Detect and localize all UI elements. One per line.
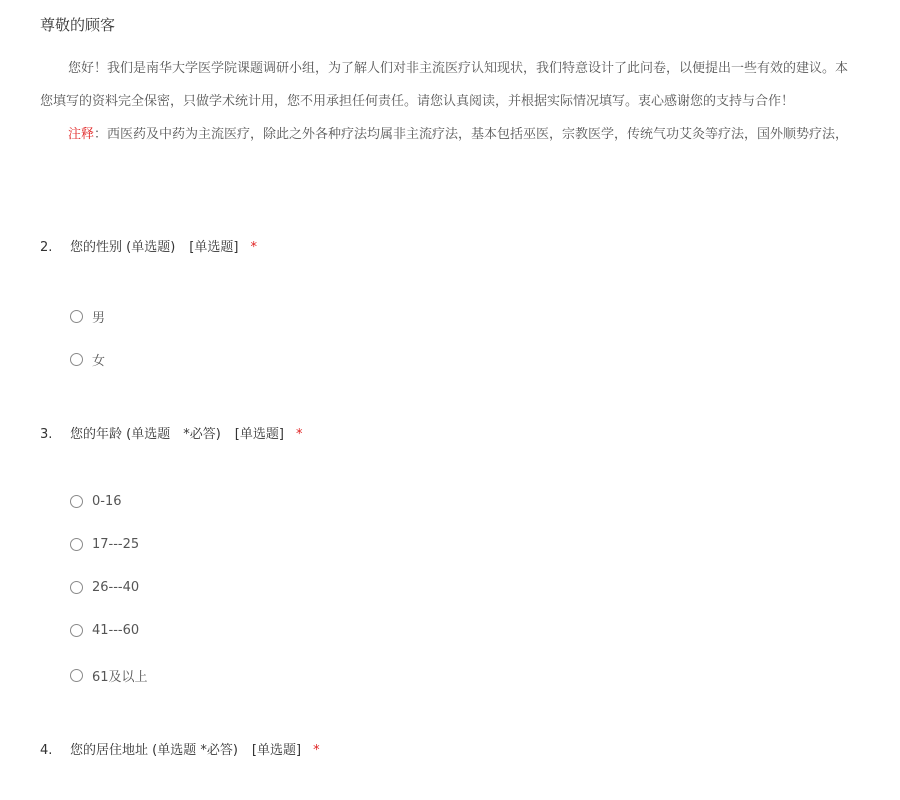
option-label: 女	[92, 354, 106, 369]
option-label: 0-16	[92, 494, 122, 509]
question-number: 4.	[40, 743, 53, 758]
radio-button[interactable]	[70, 581, 83, 594]
option-label: 男	[92, 311, 106, 326]
radio-button[interactable]	[70, 669, 83, 682]
radio-button[interactable]	[70, 538, 83, 551]
question-number: 2.	[40, 240, 53, 255]
note-label: 注释	[68, 127, 95, 142]
radio-option-age-41-60[interactable]	[70, 623, 139, 638]
question-type-tag: [单选题]	[189, 240, 239, 255]
question-title: 您的年龄 (单选题 *必答)	[70, 427, 221, 442]
question-age	[40, 423, 302, 442]
note-text: ：西医药及中药为主流医疗，除此之外各种疗法均属非主流疗法，基本包括巫医，宗教医学，传统气功艾灸等疗法，国外顺势疗法，	[94, 127, 849, 142]
radio-option-age-17-25[interactable]	[70, 537, 139, 552]
option-label: 26---40	[92, 580, 140, 595]
required-mark: *	[295, 427, 303, 442]
radio-button[interactable]	[70, 353, 83, 366]
question-number: 3.	[40, 427, 53, 442]
radio-option-male[interactable]	[70, 307, 105, 326]
radio-option-female[interactable]	[70, 350, 105, 369]
question-title: 您的性别 (单选题)	[70, 240, 176, 255]
option-label: 61及以上	[92, 670, 148, 685]
intro-paragraph-line-1: 您好！我们是南华大学医学院课题调研小组，为了解人们对非主流医疗认知现状，我们特意设计了此问卷，以便提出一些有效的建议。本	[68, 61, 849, 76]
question-address	[40, 739, 320, 758]
question-gender	[40, 236, 257, 255]
radio-button[interactable]	[70, 624, 83, 637]
intro-paragraph-line-2: 您填写的资料完全保密，只做学术统计用，您不用承担任何责任。请您认真阅读，并根据实际情况填写。衷心感谢您的支持与合作！	[40, 94, 795, 109]
radio-button[interactable]	[70, 310, 83, 323]
required-mark: *	[250, 240, 257, 255]
option-label: 17---25	[92, 537, 140, 552]
radio-button[interactable]	[70, 495, 83, 508]
radio-option-age-26-40[interactable]	[70, 580, 139, 595]
question-type-tag: [单选题]	[234, 427, 284, 442]
required-mark: *	[313, 743, 320, 758]
option-label: 41---60	[92, 623, 140, 638]
radio-option-age-0-16[interactable]	[70, 494, 122, 509]
radio-option-age-61-plus[interactable]	[70, 666, 148, 685]
intro-note	[68, 123, 848, 142]
question-type-tag: [单选题]	[251, 743, 302, 758]
greeting-heading: 尊敬的顾客	[40, 16, 116, 34]
question-title: 您的居住地址 (单选题 *必答)	[70, 743, 238, 758]
